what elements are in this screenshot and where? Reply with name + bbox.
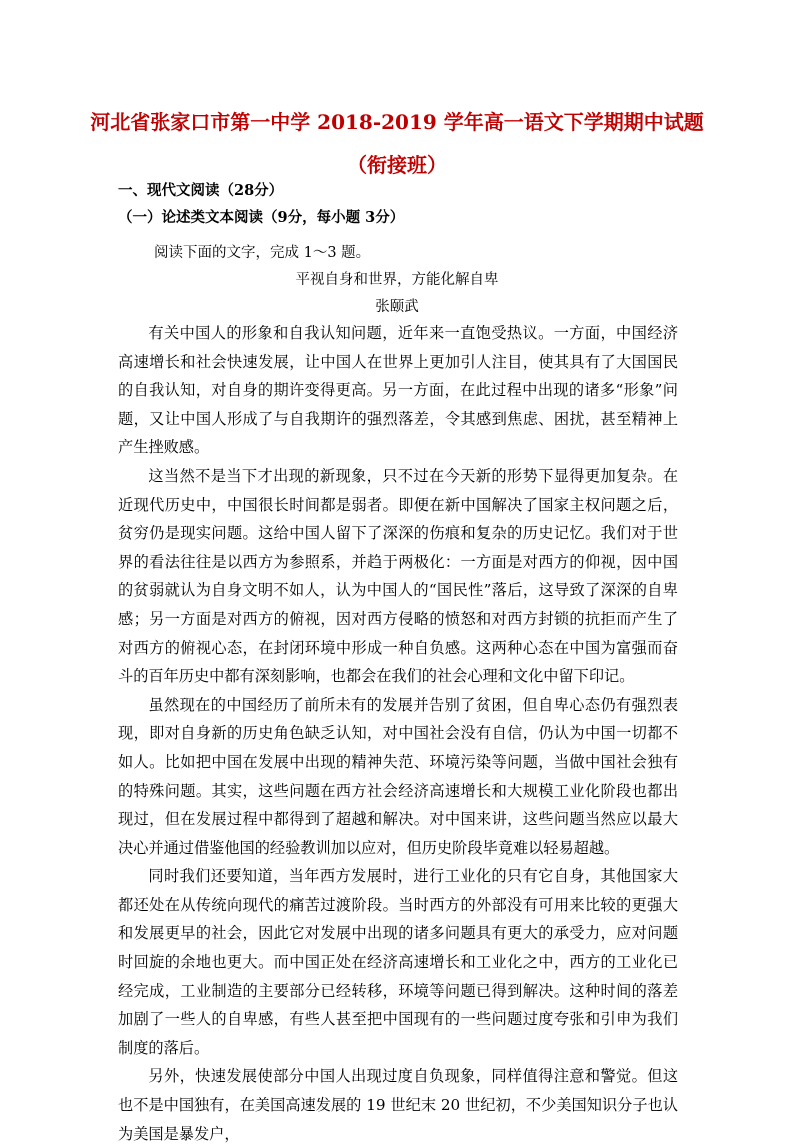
section-heading: 一、现代文阅读（28分） — [118, 182, 284, 199]
article-title: 平视自身和世界，方能化解自卑 — [295, 272, 499, 288]
instruction-text: 阅读下面的文字，完成 1～3 题。 — [154, 245, 371, 261]
article-body — [118, 319, 678, 1148]
paragraph: 虽然现在的中国经历了前所未有的发展并告别了贫困，但自卑心态仍有强烈表现，即对自身新的历史角色缺乏认知，对中国社会没有自信，仍认为中国一切都不如人。比如把中国在发展中出现的精神失范、环境污染等问题，当做中国社会独有的特殊问题。其实，这些问题在西方社会经济高速增长和大规模工业化阶段也都出现过，但在发展过程中都得到了超越和解决。对中国来讲，这些问题当然应以最大决心并通过借鉴他国的经验教训加以应对，但历史阶段毕竟难以轻易超越。 — [118, 695, 678, 857]
document-title: 河北省张家口市第一中学 2018-2019 学年高一语文下学期期中试题 — [90, 110, 704, 134]
subsection-heading: （一）论述类文本阅读（9分，每小题 3分） — [118, 209, 405, 226]
paragraph: 这当然不是当下才出现的新现象，只不过在今天新的形势下显得更加复杂。在近现代历史中，中国很长时间都是弱者。即便在新中国解决了国家主权问题之后，贫穷仍是现实问题。这给中国人留下了深深的伤痕和复杂的历史记忆。我们对于世界的看法往往是以西方为参照系，并趋于两极化：一方面是对西方的仰视，因中国的贫弱就认为自身文明不如人，认为中国人的“国民性”落后，这导致了深深的自卑感；另一方面是对西方的俯视，因对西方侵略的愤怒和对西方封锁的抗拒而产生了对西方的俯视心态，在封闭环境中形成一种自负感。这两种心态在中国为富强而奋斗的百年历史中都有深刻影响，也都会在我们的社会心理和文化中留下印记。 — [118, 466, 678, 686]
paragraph: 另外，快速发展使部分中国人出现过度自负现象，同样值得注意和警觉。但这也不是中国独有，在美国高速发展的 19 世纪末 20 世纪初，不少美国知识分子也认为美国是暴发户， — [118, 1067, 678, 1143]
paragraph: 同时我们还要知道，当年西方发展时，进行工业化的只有它自身，其他国家大都还处在从传统向现代的痛苦过渡阶段。当时西方的外部没有可用来比较的更强大和发展更早的社会，因此它对发展中出现的诸多问题具有更大的承受力，应对问题时回旋的余地也更大。而中国正处在经济高速增长和工业化之中，西方的工业化已经完成，工业制造的主要部分已经转移，环境等问题已得到解决。这种时间的落差加剧了一些人的自卑感，有些人甚至把中国现有的一些问题过度夸张和引申为我们制度的落后。 — [118, 867, 678, 1057]
document-subtitle: （衔接班） — [347, 153, 447, 177]
paragraph: 有关中国人的形象和自我认知问题，近年来一直饱受热议。一方面，中国经济高速增长和社会快速发展，让中国人在世界上更加引人注目，使其具有了大国国民的自我认知，对自身的期许变得更高。另一方面，在此过程中出现的诸多“形象”问题，又让中国人形成了与自我期许的强烈落差，令其感到焦虑、困扰，甚至精神上产生挫败感。 — [118, 324, 678, 457]
article-author: 张颐武 — [375, 299, 419, 315]
